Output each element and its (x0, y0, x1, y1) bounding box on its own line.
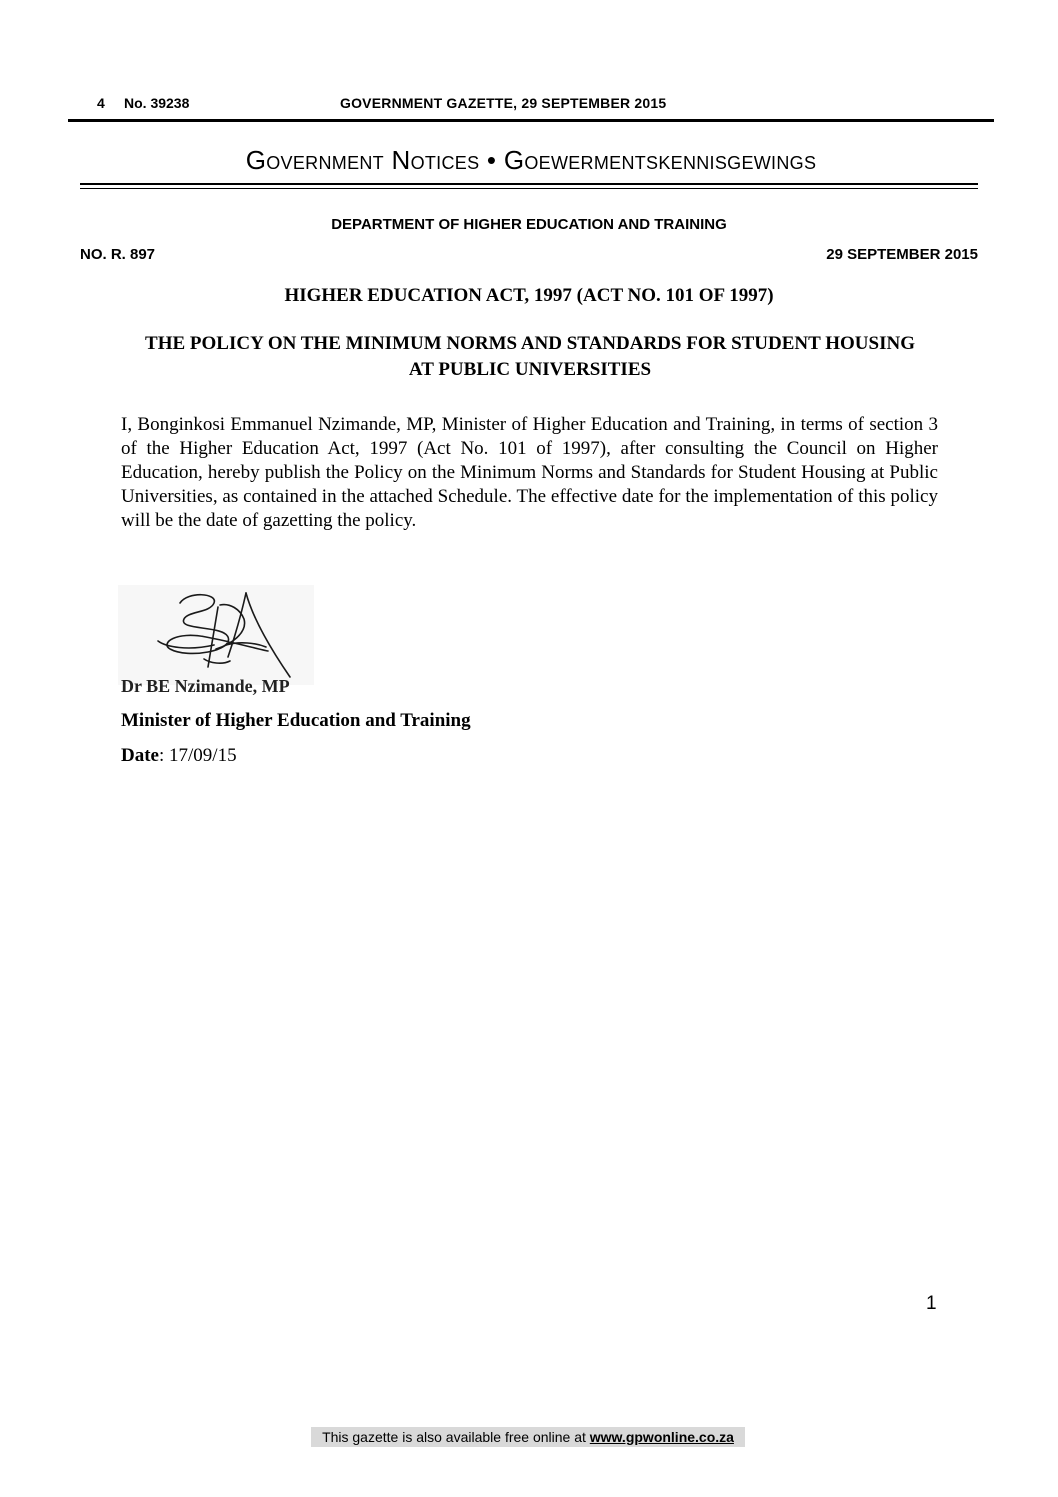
section-title: Government Notices • Goewermentskennisgewings (245, 145, 817, 175)
footer-link[interactable]: www.gpwonline.co.za (589, 1429, 734, 1445)
section-rule-top (80, 183, 978, 185)
header-rule (68, 119, 994, 122)
department-heading: DEPARTMENT OF HIGHER EDUCATION AND TRAINING (331, 216, 727, 233)
section-rule-bottom (80, 188, 978, 189)
header-gazette-line: GOVERNMENT GAZETTE, 29 SEPTEMBER 2015 (340, 95, 667, 111)
policy-title: THE POLICY ON THE MINIMUM NORMS AND STANDARDS FOR STUDENT HOUSING AT PUBLIC UNIVERSITIES (145, 333, 915, 380)
page-number: 1 (926, 1293, 937, 1314)
notice-date: 29 SEPTEMBER 2015 (826, 246, 978, 263)
signature-date (121, 745, 237, 767)
signature-date-value: : 17/09/15 (158, 745, 237, 766)
signatory-title: Minister of Higher Education and Training (121, 710, 471, 731)
signature-date-label: Date (121, 745, 159, 766)
footer-text: This gazette is also available free online at (322, 1429, 590, 1445)
footer-availability-bar (311, 1427, 745, 1447)
signatory-name: Dr BE Nzimande, MP (121, 676, 290, 696)
act-title: HIGHER EDUCATION ACT, 1997 (ACT NO. 101 OF 1997) (284, 285, 774, 306)
header-page-number: 4 (97, 95, 105, 111)
handwritten-signature (118, 585, 314, 685)
notice-number: NO. R. 897 (80, 246, 156, 263)
notice-body: I, Bonginkosi Emmanuel Nzimande, MP, Minister of Higher Education and Training, in terms of section 3 of the Higher Education Act, 1997 (Act No. 101 of 1997), after consulting the Council on Higher Education, hereby publish the Policy on the Minimum Norms and Standards for Student Housing at Public Universities, as contained in the attached Schedule. The effective date for the implementation of this policy will be the date of gazetting the policy. (121, 414, 938, 531)
header-issue-number: No. 39238 (124, 95, 190, 111)
